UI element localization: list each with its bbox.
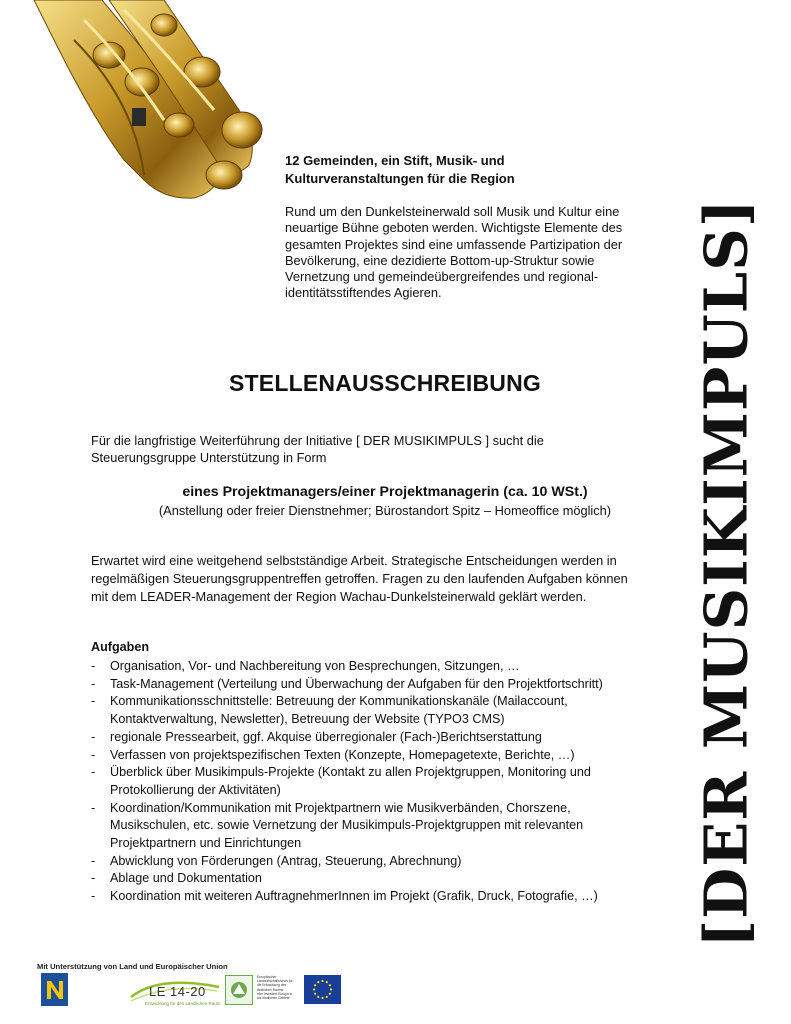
eu-fund-line: die ländlichen Gebiete xyxy=(257,996,290,1001)
lead-line: Für die langfristige Weiterführung der Initiative [ DER MUSIKIMPULS ] sucht die xyxy=(91,433,544,448)
leader-logo xyxy=(225,975,253,1005)
brand-text: [DER MUSIKIMPULS] xyxy=(691,198,761,948)
intro-line: Bevölkerung, eine dezidierte Bottom-up-Struktur sowie xyxy=(285,252,595,268)
leader-logo-icon xyxy=(226,976,252,1004)
intro-line: neuartige Bühne geboten werden. Wichtigste Elemente des xyxy=(285,220,623,236)
lead-line: Steuerungsgruppe Unterstützung in Form xyxy=(91,450,327,465)
task-bullet: - xyxy=(91,765,96,780)
expectations-line: regelmäßigen Steuerungsgruppentreffen getroffen. Fragen zu den laufenden Aufgaben können xyxy=(91,571,628,586)
expectations-line: Erwartet wird eine weitgehend selbstständige Arbeit. Strategische Entscheidungen werden in xyxy=(91,553,617,568)
task-bullet: - xyxy=(91,871,96,886)
brand-vertical xyxy=(686,188,766,958)
expectations-paragraph xyxy=(91,552,681,606)
intro-section xyxy=(285,152,655,302)
le-logo-tagline: Entwicklung für den Ländlichen Raum xyxy=(145,1001,221,1006)
funding-label: Mit Unterstützung von Land und Europäischer Union xyxy=(37,962,228,971)
position-subtitle: (Anstellung oder freier Dienstnehmer; Bürostandort Spitz – Homeoffice möglich) xyxy=(158,503,612,518)
task-line: Protokollierung der Aktivitäten) xyxy=(110,782,281,797)
task-item xyxy=(91,693,691,728)
page-title: STELLENAUSSCHREIBUNG xyxy=(229,370,541,396)
task-line: Organisation, Vor- und Nachbereitung von Besprechungen, Sitzungen, … xyxy=(110,659,520,673)
task-line: Ablage und Dokumentation xyxy=(110,871,262,886)
intro-paragraph xyxy=(285,204,655,302)
lead-paragraph xyxy=(91,432,651,466)
eu-star-icon xyxy=(329,993,331,995)
task-line: Musikschulen, etc. sowie Vernetzung der Musikimpuls-Projektgruppen mit relevanten xyxy=(110,818,584,833)
noe-logo-icon xyxy=(41,973,68,1006)
tasks-heading: Aufgaben xyxy=(91,640,150,654)
eu-star-icon xyxy=(329,984,331,986)
task-item xyxy=(91,658,691,676)
le-logo xyxy=(129,979,221,1009)
task-bullet: - xyxy=(91,659,96,673)
intro-heading-line: Kulturveranstaltungen für die Region xyxy=(285,171,515,186)
intro-line: gesamten Projektes sind eine umfassende Partizipation der xyxy=(285,236,623,252)
task-item xyxy=(91,800,691,853)
expectations-line: mit dem LEADER-Management der Region Wachau-Dunkelsteinerwald geklärt werden. xyxy=(91,589,587,604)
eu-star-icon xyxy=(330,988,332,990)
tasks-section xyxy=(91,638,691,906)
position-title: eines Projektmanagers/einer Projektmanagerin (ca. 10 WSt.) xyxy=(182,484,588,500)
task-bullet: - xyxy=(91,747,96,762)
task-item xyxy=(91,676,691,694)
task-bullet: - xyxy=(91,694,96,709)
eu-fund-line: ländlichen Raums: xyxy=(257,987,285,992)
intro-heading xyxy=(285,152,655,188)
task-line: Überblick über Musikimpuls-Projekte (Kontakt zu allen Projektgruppen, Monitoring und xyxy=(110,765,591,780)
noe-logo xyxy=(41,973,68,1006)
task-item xyxy=(91,853,691,871)
eu-fund-line: Hier investiert Europa in xyxy=(257,991,293,996)
eu-star-icon xyxy=(326,996,328,998)
tasks-list xyxy=(91,658,691,906)
task-line: Projektpartnern und Einrichtungen xyxy=(110,836,302,851)
task-bullet: - xyxy=(91,729,96,744)
eu-star-icon xyxy=(314,984,316,986)
task-line: Koordination mit weiteren AuftragnehmerInnen im Projekt (Grafik, Druck, Fotografie, …) xyxy=(110,889,598,904)
eu-stars-icon xyxy=(304,975,341,1004)
task-line: Kontaktverwaltung, Newsletter), Betreuung der Website (TYPO3 CMS) xyxy=(110,712,505,727)
task-line: Task-Management (Verteilung und Überwachung der Aufgaben für den Projektfortschritt) xyxy=(110,676,603,691)
intro-heading-line: 12 Gemeinden, ein Stift, Musik- und xyxy=(285,153,505,168)
eu-fund-line: die Entwicklung des xyxy=(257,983,287,988)
task-item xyxy=(91,888,691,906)
eu-fund-text xyxy=(257,975,305,1000)
eu-star-icon xyxy=(313,988,315,990)
task-line: regionale Pressearbeit, ggf. Akquise überregionaler (Fach-)Berichtserstattung xyxy=(110,729,542,744)
eu-star-icon xyxy=(317,996,319,998)
intro-line: identitätsstiftendes Agieren. xyxy=(285,285,442,301)
eu-star-icon xyxy=(321,997,323,999)
task-item xyxy=(91,747,691,765)
eu-star-icon xyxy=(314,993,316,995)
saxophone-image xyxy=(14,0,264,205)
task-item xyxy=(91,870,691,888)
intro-line: Rund um den Dunkelsteinerwald soll Musik und Kultur eine xyxy=(285,204,620,219)
eu-flag-logo xyxy=(304,975,341,1004)
task-item xyxy=(91,764,691,799)
task-bullet: - xyxy=(91,800,96,815)
intro-line: Vernetzung und gemeindeübergreifendes und regional- xyxy=(285,269,599,285)
eu-fund-line: Landwirtschaftsfonds für xyxy=(257,979,293,984)
task-line: Verfassen von projektspezifischen Texten (Konzepte, Homepagetexte, Berichte, …) xyxy=(110,747,575,762)
task-item xyxy=(91,729,691,747)
eu-star-icon xyxy=(326,981,328,983)
eu-fund-line: Europäischer xyxy=(257,975,277,979)
le-logo-text: LE 14-20 xyxy=(149,984,206,999)
task-bullet: - xyxy=(91,676,96,691)
task-line: Koordination/Kommunikation mit Projektpartnern wie Musikverbänden, Chorszene, xyxy=(110,800,571,815)
task-bullet: - xyxy=(91,853,96,868)
task-bullet: - xyxy=(91,889,96,904)
eu-star-icon xyxy=(317,981,319,983)
task-line: Kommunikationsschnittstelle: Betreuung der Kommunikationskanäle (Mailaccount, xyxy=(110,694,568,709)
eu-star-icon xyxy=(321,980,323,982)
task-line: Abwicklung von Förderungen (Antrag, Steuerung, Abrechnung) xyxy=(110,853,462,868)
funding-logos xyxy=(37,973,357,1013)
